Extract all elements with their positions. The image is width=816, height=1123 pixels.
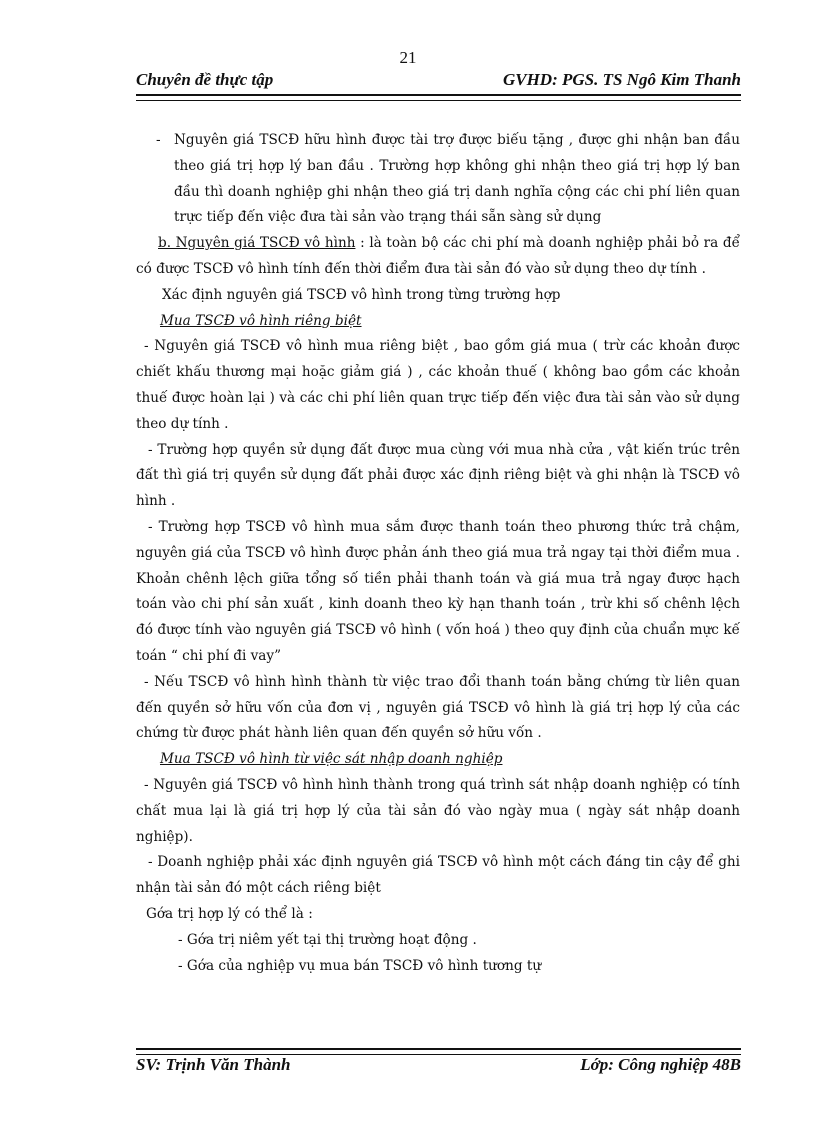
paragraph-separate-purchase-1: - Nguyên giá TSCĐ vô hình mua riêng biệt , bao gồm giá mua ( trừ các khoản được chiết khấu thương mại hoặc giảm giá ) , các khoản thuế ( không bao gồm các khoản thuế được hoàn lại ) và các chi phí liên quan trực tiếp đến việc đưa tài sản vào sử dụng theo dự tính . — [136, 338, 740, 432]
paragraph-separate-purchase-4: - Nếu TSCĐ vô hình hình thành từ việc trao đổi thanh toán bằng chứng từ liên quan đến quyền sở hữu vốn của đơn vị , nguyên giá TSCĐ vô hình là giá trị hợp lý của các chứng từ được phát hành liên quan đến quyền sở hữu vốn . — [136, 673, 740, 742]
fair-value-item: - Gớa của nghiệp vụ mua bán TSCĐ vô hình tương tự — [178, 957, 542, 974]
intro-paragraph: Xác định nguyên giá TSCĐ vô hình trong từng trường hợp — [162, 286, 561, 303]
paragraph-separate-purchase-3: - Trường hợp TSCĐ vô hình mua sắm được thanh toán theo phương thức trả chậm, nguyên giá của TSCĐ vô hình được phản ánh theo giá mua trả ngay tại thời điểm mua . Khoản chênh lệch giữa tổng số tiền phải thanh toán và giá mua trả ngay được hạch toán vào chi phí sản xuất , kinh doanh theo kỳ hạn thanh toán , trừ khi số chênh lệch đó được tính vào nguyên giá TSCĐ vô hình ( vốn hoá ) theo quy định của chuẩn mực kế toán “ chi phí đi vay” — [136, 518, 740, 664]
subheading-separate-purchase-text: Mua TSCĐ vô hình riêng biệt — [160, 312, 362, 329]
subheading-separate-purchase — [136, 309, 740, 335]
fair-value-item: - Gớa trị niêm yết tại thị trường hoạt động . — [178, 931, 477, 948]
page-number: 21 — [399, 48, 417, 67]
document-body — [136, 128, 740, 979]
section-b-text: : là toàn bộ các chi phí mà doanh nghiệp phải bỏ ra để có được TSCĐ vô hình tính đến thời điểm đưa tài sản đó vào sử dụng theo dự tính . — [136, 235, 740, 277]
section-b-paragraph — [136, 231, 740, 283]
footer-student: SV: Trịnh Văn Thành — [136, 1055, 291, 1074]
page-footer — [136, 1055, 741, 1079]
bullet-mark: - — [156, 132, 161, 148]
section-b-heading: b. Nguyên giá TSCĐ vô hình — [158, 235, 356, 252]
header-topic: Chuyên đề thực tập — [136, 70, 274, 89]
subheading-merger-text: Mua TSCĐ vô hình từ việc sát nhập doanh nghiệp — [160, 751, 503, 768]
paragraph-merger-1: - Nguyên giá TSCĐ vô hình hình thành trong quá trình sát nhập doanh nghiệp có tính chất mua lại là giá trị hợp lý của tài sản đó vào ngày mua ( ngày sát nhập doanh nghiệp). — [136, 776, 740, 845]
bullet-paragraph — [136, 128, 740, 231]
paragraph-merger-2: - Doanh nghiệp phải xác định nguyên giá TSCĐ vô hình một cách đáng tin cậy để ghi nhận tài sản đó một cách riêng biệt — [136, 854, 740, 897]
footer-class: Lớp: Công nghiệp 48B — [580, 1055, 741, 1074]
header-advisor: GVHD: PGS. TS Ngô Kim Thanh — [502, 70, 741, 89]
header-divider — [136, 94, 741, 101]
fair-value-intro: Gớa trị hợp lý có thể là : — [146, 905, 313, 922]
paragraph-separate-purchase-2: - Trường hợp quyền sử dụng đất được mua cùng với mua nhà cửa , vật kiến trúc trên đất thì giá trị quyền sử dụng đất phải được xác định riêng biệt và ghi nhận là TSCĐ vô hình . — [136, 441, 740, 510]
bullet-text: Nguyên giá TSCĐ hữu hình được tài trợ được biếu tặng , được ghi nhận ban đầu theo giá trị hợp lý ban đầu . Trường hợp không ghi nhận theo giá trị hợp lý ban đầu thì doanh nghiệp ghi nhận theo giá trị danh nghĩa cộng các chi phí liên quan trực tiếp đến việc đưa tài sản vào trạng thái sẵn sàng sử dụng — [174, 132, 740, 226]
page-header — [136, 68, 741, 94]
footer-divider — [136, 1048, 741, 1055]
subheading-merger — [136, 747, 740, 773]
